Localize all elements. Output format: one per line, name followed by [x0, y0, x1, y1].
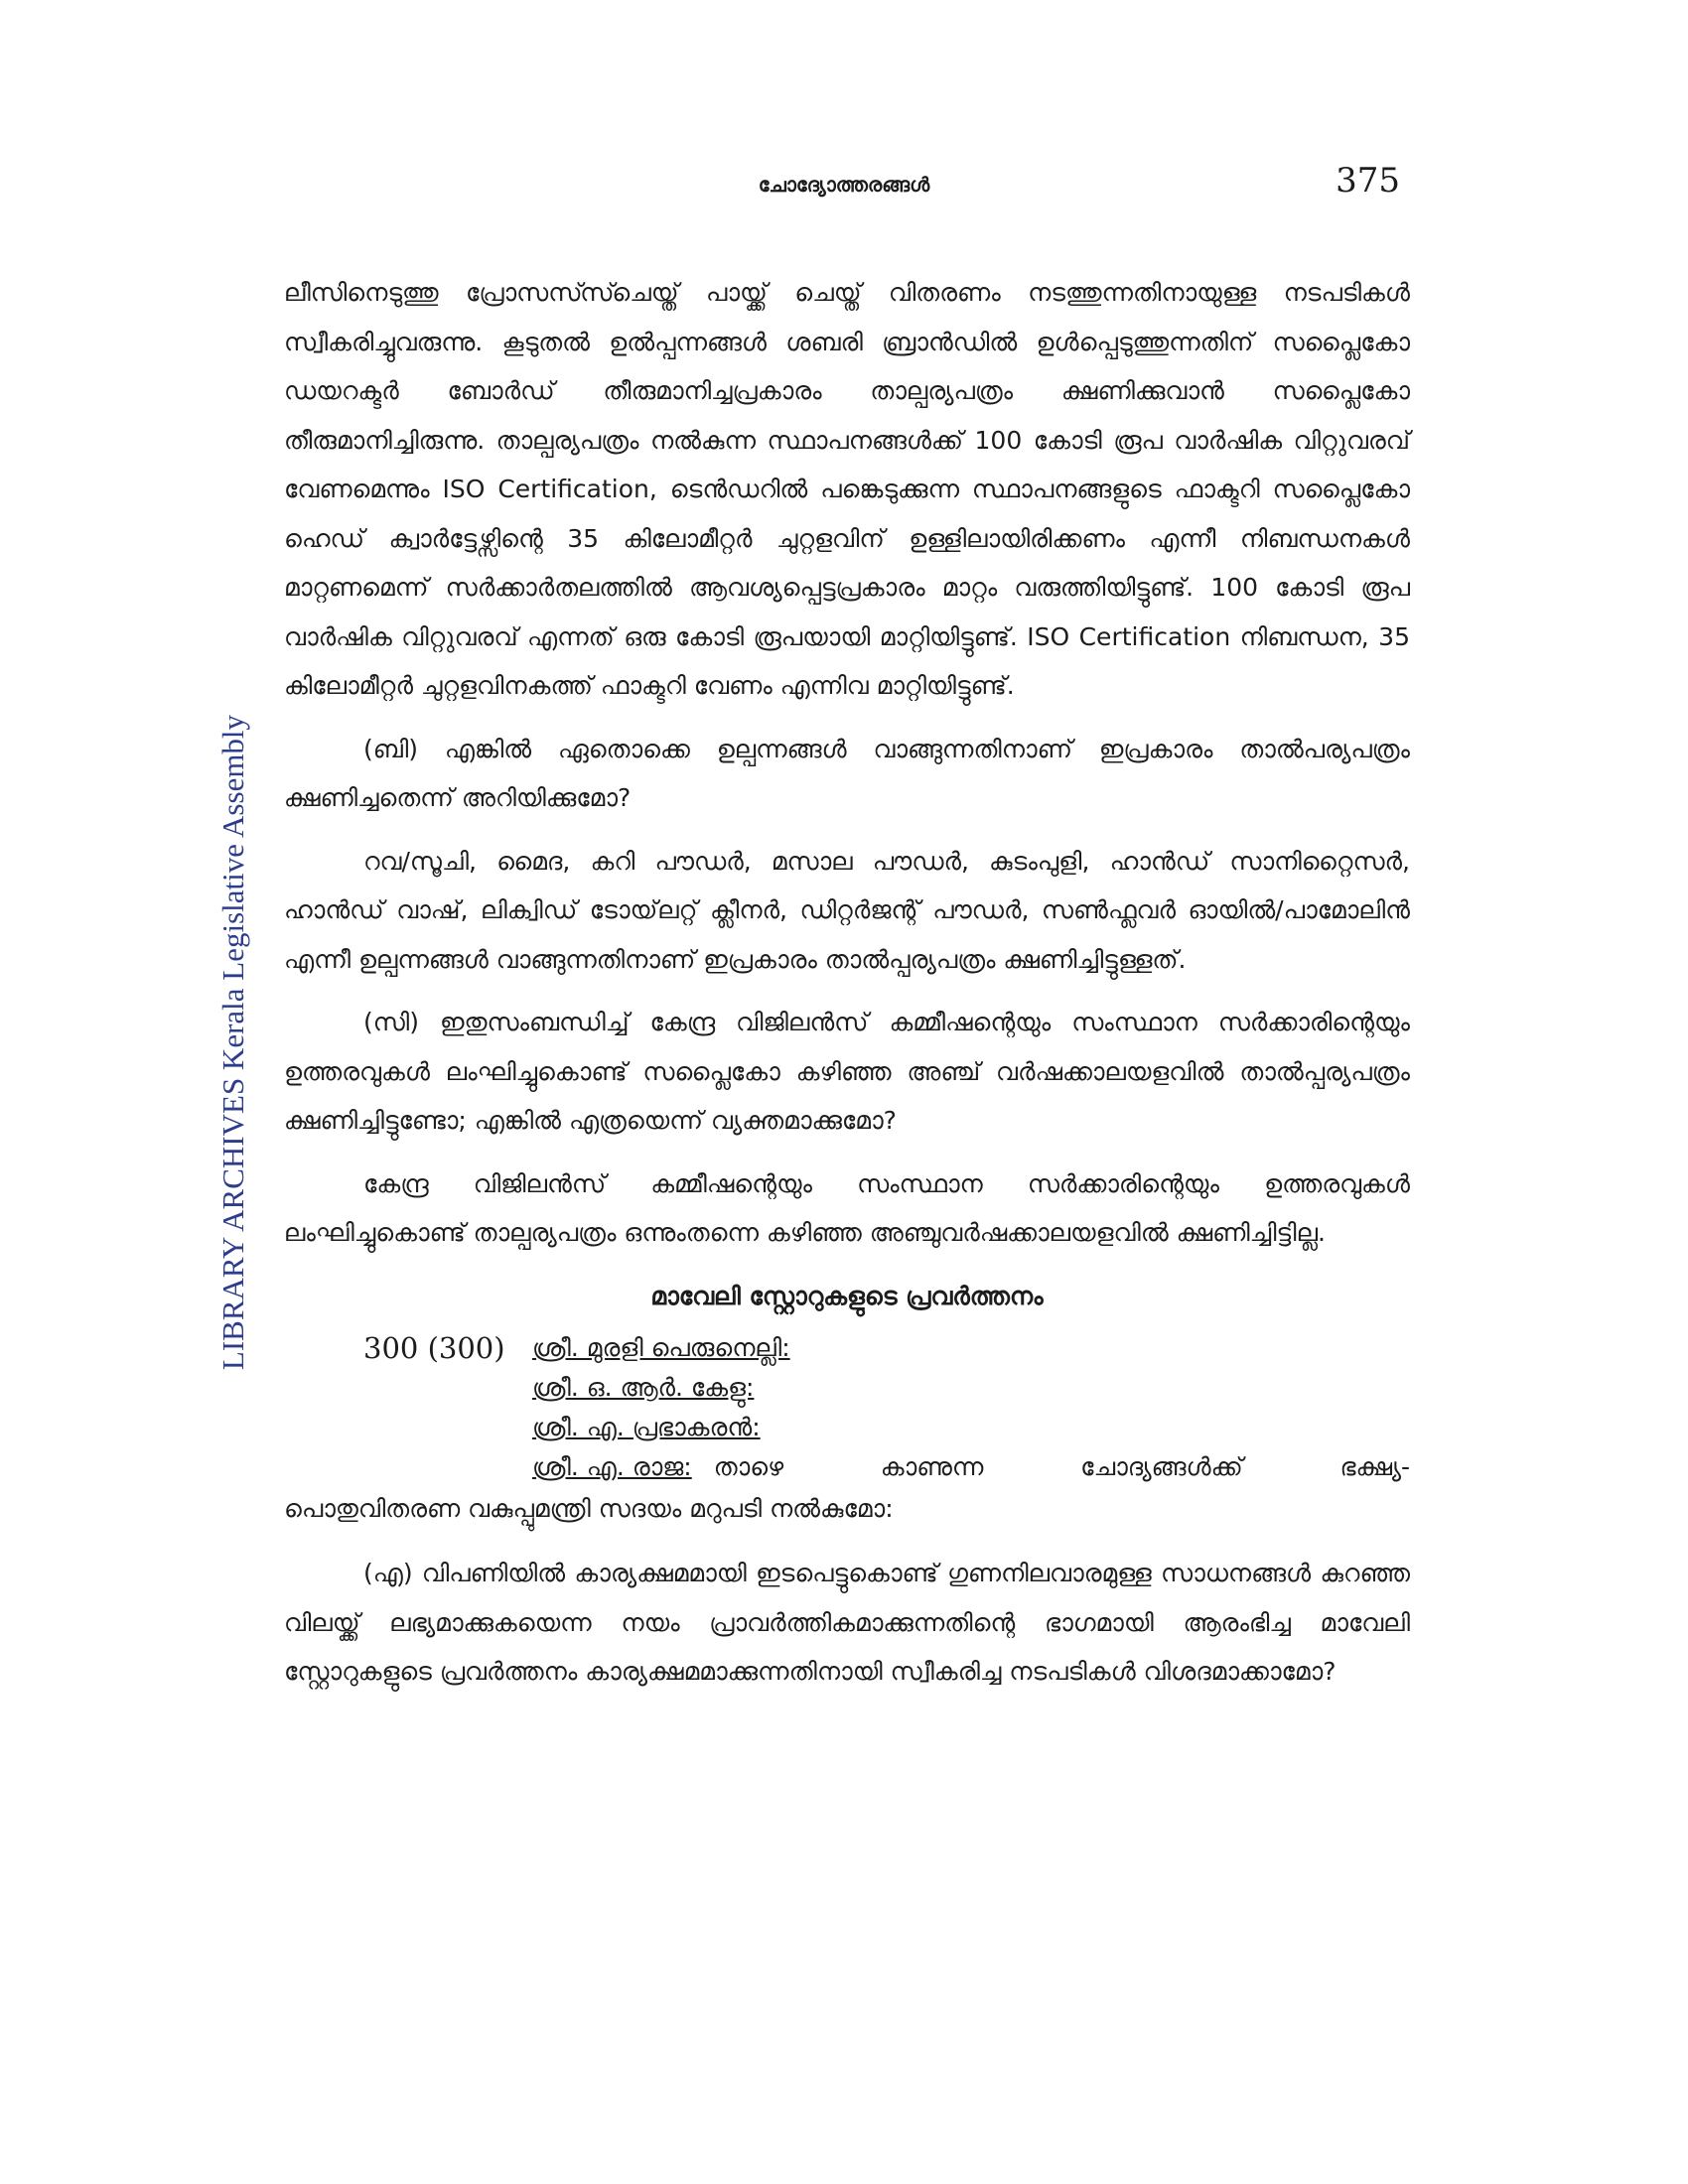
answer-paragraph-continued: ലീസിനെടുത്തു പ്രോസസ്സ്ചെയ്ത് പായ്ക്ക് ചെയ്ത് വിതരണം നടത്തുന്നതിനായുള്ള നടപടികൾ സ്വീകരിച്ചുവരുന്നു. കൂടുതൽ ഉൽപ്പന്നങ്ങൾ ശബരി ബ്രാൻഡിൽ ഉൾപ്പെടുത്തുന്നതിന് സപ്ലൈകോ ഡയറക്ടർ ബോർഡ് തീരുമാനിച്ചപ്രകാരം താല്പര്യപത്രം ക്ഷണിക്കുവാൻ സപ്ലൈകോ തീരുമാനിച്ചിരുന്നു. താല്പര്യപത്രം നൽകുന്ന സ്ഥാപനങ്ങൾക്ക് 100 കോടി രൂപ വാർഷിക വിറ്റുവരവ് വേണമെന്നും ISO Certification, ടെൻഡറിൽ പങ്കെടുക്കുന്ന സ്ഥാപനങ്ങളുടെ ഫാക്ടറി സപ്ലൈകോ ഹെഡ് ക്വാർട്ടേഴ്സിന്റെ 35 കിലോമീറ്റർ ചുറ്റളവിന് ഉള്ളിലായിരിക്കണം എന്നീ നിബന്ധനകൾ മാറ്റണമെന്ന് സർക്കാർതലത്തിൽ ആവശ്യപ്പെട്ടപ്രകാരം മാറ്റം വരുത്തിയിട്ടുണ്ട്. 100 കോടി രൂപ വാർഷിക വിറ്റുവരവ് എന്നത് ഒരു കോടി രൂപയായി മാറ്റിയിട്ടുണ്ട്. ISO Certification നിബന്ധന, 35 കിലോമീറ്റർ ചുറ്റളവിനകത്ത് ഫാക്ടറി വേണം എന്നിവ മാറ്റിയിട്ടുണ്ട്. — [284, 278, 1410, 700]
running-title: ചോദ്യോത്തരങ്ങൾ — [758, 173, 930, 197]
member-name: ശ്രീ. എ. രാജ: — [532, 1452, 692, 1481]
page-number: 375 — [1336, 161, 1400, 201]
running-header — [0, 161, 1688, 208]
question-300-block — [284, 1328, 1410, 1531]
member-row-last — [284, 1447, 1410, 1487]
member-name: ശ്രീ. ഒ. ആർ. കേളു: — [532, 1373, 755, 1402]
member-name: ശ്രീ. എ. പ്രഭാകരൻ: — [532, 1413, 761, 1441]
question-c: (സി) ഇതുസംബന്ധിച്ച് കേന്ദ്ര വിജിലൻസ് കമ്മീഷന്റെയും സംസ്ഥാന സർക്കാരിന്റെയും ഉത്തരവുകൾ ലംഘിച്ചുകൊണ്ട് സപ്ലൈകോ കഴിഞ്ഞ അഞ്ച് വർഷക്കാലയളവിൽ താൽപ്പര്യപത്രം ക്ഷണിച്ചിട്ടുണ്ടോ; എങ്കിൽ എത്രയെന്ന് വ്യക്തമാക്കുമോ? — [284, 1008, 1410, 1135]
page-body — [284, 268, 1410, 1710]
question-intro: താഴെ കാണുന്ന ചോദ്യങ്ങൾക്ക് ഭക്ഷ്യ- — [713, 1452, 1410, 1481]
library-archives-watermark: LIBRARY ARCHIVES Kerala Legislative Assembly — [215, 714, 250, 1371]
answer-b: റവ/സൂചി, മൈദ, കറി പൗഡർ, മസാല പൗഡർ, കുടംപുളി, ഹാൻഡ് സാനിറ്റൈസർ, ഹാൻഡ് വാഷ്, ലിക്വിഡ് ടോയ്‌ലറ്റ് ക്ലീനർ, ഡിറ്റർജന്റ് പൗഡർ, സൺഫ്ലവർ ഓയിൽ/പാമോലിൻ എന്നീ ഉല്പന്നങ്ങൾ വാങ്ങുന്നതിനാണ് ഇപ്രകാരം താൽപ്പര്യപത്രം ക്ഷണിച്ചിട്ടുള്ളത്. — [284, 846, 1410, 974]
question-intro-continued: പൊതുവിതരണ വകുപ്പുമന്ത്രി സദയം മറുപടി നൽകുമോ: — [284, 1494, 894, 1523]
question-number: 300 (300) — [363, 1331, 505, 1365]
question-a: (എ) വിപണിയിൽ കാര്യക്ഷമമായി ഇടപെട്ടുകൊണ്ട് ഗുണനിലവാരമുള്ള സാധനങ്ങൾ കുറഞ്ഞ വിലയ്ക്ക് ലഭ്യമാക്കുകയെന്ന നയം പ്രാവർത്തികമാക്കുന്നതിന്റെ ഭാഗമായി ആരംഭിച്ച മാവേലി സ്റ്റോറുകളുടെ പ്രവർത്തനം കാര്യക്ഷമമാക്കുന്നതിനായി സ്വീകരിച്ച നടപടികൾ വിശദമാക്കാമോ? — [284, 1559, 1410, 1686]
question-b: (ബി) എങ്കിൽ ഏതൊക്കെ ഉല്പന്നങ്ങൾ വാങ്ങുന്നതിനാണ് ഇപ്രകാരം താൽപര്യപത്രം ക്ഷണിച്ചതെന്ന് അറിയിക്കുമോ? — [284, 734, 1410, 812]
section-heading: മാവേലി സ്റ്റോറുകളുടെ പ്രവർത്തനം — [650, 1281, 1044, 1310]
member-name: ശ്രീ. മുരളി പെരുനെല്ലി: — [532, 1333, 790, 1362]
answer-c: കേന്ദ്ര വിജിലൻസ് കമ്മീഷന്റെയും സംസ്ഥാന സർക്കാരിന്റെയും ഉത്തരവുകൾ ലംഘിച്ചുകൊണ്ട് താല്പര്യപത്രം ഒന്നുംതന്നെ കഴിഞ്ഞ അഞ്ചുവർഷക്കാലയളവിൽ ക്ഷണിച്ചിട്ടില്ല. — [284, 1168, 1410, 1247]
